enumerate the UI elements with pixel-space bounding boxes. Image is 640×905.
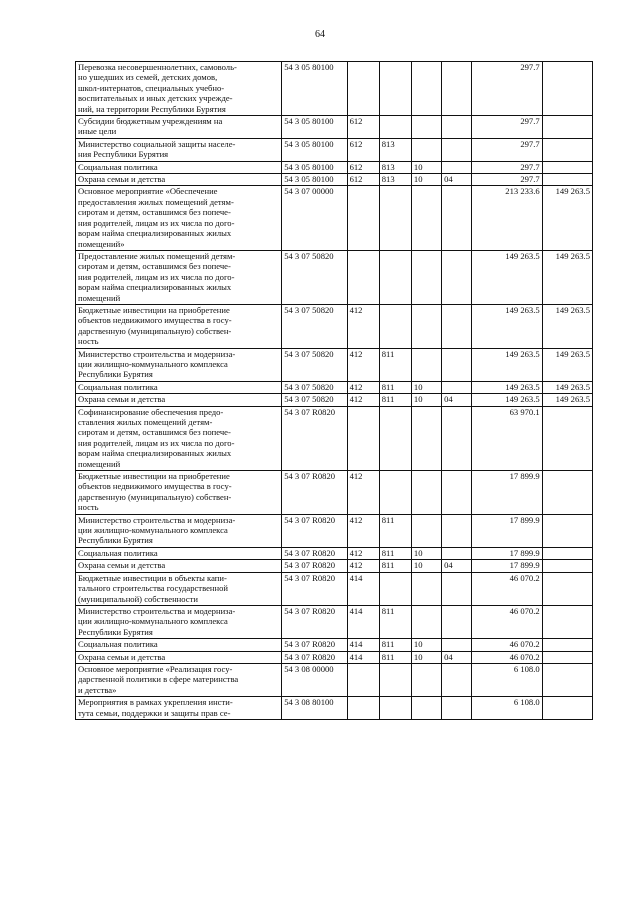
table-row (76, 186, 593, 250)
table-row (76, 514, 593, 547)
row-expense-type-cell: 412 (347, 381, 379, 393)
row-name-cell: Охрана семьи и детства (76, 651, 282, 663)
row-expense-type-cell: 414 (347, 605, 379, 638)
table-row (76, 250, 593, 304)
row-federal-amount-cell (542, 572, 592, 605)
row-federal-amount-cell (542, 605, 592, 638)
row-subsection-cell (442, 639, 472, 651)
row-section-cell (411, 663, 441, 696)
row-code-cell: 54 3 07 50820 (282, 394, 347, 406)
page-number: 64 (315, 29, 325, 40)
row-section-cell (411, 471, 441, 515)
budget-table-body (76, 62, 593, 720)
row-subsection-cell (442, 116, 472, 139)
row-amount-cell: 6 108.0 (472, 663, 542, 696)
table-row (76, 471, 593, 515)
table-row (76, 304, 593, 348)
row-federal-amount-cell (542, 547, 592, 559)
row-federal-amount-cell (542, 697, 592, 720)
row-name-cell: Перевозка несовершеннолетних, самоволь- но ушедших из семей, детских домов, школ-интернатов, специальных учебно- воспитательных и иных детских учрежде- ний, на территории Республики Бурятия (76, 62, 282, 116)
row-section-cell (411, 514, 441, 547)
row-ministry-code-cell: 811 (379, 514, 411, 547)
row-subsection-cell (442, 547, 472, 559)
row-section-cell (411, 116, 441, 139)
row-subsection-cell (442, 471, 472, 515)
row-ministry-code-cell: 811 (379, 348, 411, 381)
row-section-cell (411, 250, 441, 304)
row-code-cell: 54 3 07 R0820 (282, 605, 347, 638)
row-federal-amount-cell: 149 263.5 (542, 304, 592, 348)
row-name-cell: Социальная политика (76, 381, 282, 393)
row-ministry-code-cell: 811 (379, 560, 411, 572)
row-subsection-cell (442, 348, 472, 381)
row-section-cell: 10 (411, 174, 441, 186)
row-name-cell: Предоставление жилых помещений детям- сиротам и детям, оставшимся без попече- ния родителей, лицам из их числа по дого- ворам найма специализированных жилых помещений (76, 250, 282, 304)
row-section-cell: 10 (411, 394, 441, 406)
row-ministry-code-cell (379, 572, 411, 605)
row-section-cell (411, 348, 441, 381)
row-subsection-cell (442, 62, 472, 116)
row-subsection-cell (442, 406, 472, 470)
row-federal-amount-cell (542, 161, 592, 173)
row-expense-type-cell (347, 62, 379, 116)
row-subsection-cell: 04 (442, 394, 472, 406)
row-expense-type-cell: 412 (347, 471, 379, 515)
row-expense-type-cell: 412 (347, 348, 379, 381)
row-code-cell: 54 3 05 80100 (282, 62, 347, 116)
row-expense-type-cell (347, 186, 379, 250)
row-subsection-cell (442, 304, 472, 348)
row-ministry-code-cell: 813 (379, 174, 411, 186)
row-code-cell: 54 3 07 R0820 (282, 651, 347, 663)
row-code-cell: 54 3 08 80100 (282, 697, 347, 720)
row-code-cell: 54 3 07 R0820 (282, 406, 347, 470)
row-amount-cell: 46 070.2 (472, 639, 542, 651)
row-amount-cell: 297.7 (472, 174, 542, 186)
table-row (76, 651, 593, 663)
row-expense-type-cell: 412 (347, 547, 379, 559)
row-federal-amount-cell (542, 138, 592, 161)
row-ministry-code-cell (379, 697, 411, 720)
row-name-cell: Охрана семьи и детства (76, 174, 282, 186)
row-amount-cell: 46 070.2 (472, 572, 542, 605)
row-subsection-cell (442, 186, 472, 250)
row-name-cell: Охрана семьи и детства (76, 560, 282, 572)
row-federal-amount-cell (542, 62, 592, 116)
row-expense-type-cell: 414 (347, 639, 379, 651)
table-row (76, 161, 593, 173)
row-code-cell: 54 3 08 00000 (282, 663, 347, 696)
row-expense-type-cell: 414 (347, 651, 379, 663)
row-subsection-cell (442, 250, 472, 304)
row-ministry-code-cell (379, 62, 411, 116)
row-section-cell (411, 406, 441, 470)
row-federal-amount-cell (542, 639, 592, 651)
row-ministry-code-cell: 811 (379, 547, 411, 559)
row-federal-amount-cell (542, 174, 592, 186)
table-row (76, 697, 593, 720)
row-amount-cell: 297.7 (472, 138, 542, 161)
row-expense-type-cell: 612 (347, 161, 379, 173)
row-federal-amount-cell (542, 560, 592, 572)
row-ministry-code-cell (379, 663, 411, 696)
table-row (76, 62, 593, 116)
row-federal-amount-cell: 149 263.5 (542, 186, 592, 250)
row-expense-type-cell (347, 406, 379, 470)
row-code-cell: 54 3 07 R0820 (282, 560, 347, 572)
table-row (76, 605, 593, 638)
table-row (76, 639, 593, 651)
row-code-cell: 54 3 07 00000 (282, 186, 347, 250)
row-section-cell (411, 605, 441, 638)
row-subsection-cell (442, 161, 472, 173)
row-subsection-cell: 04 (442, 560, 472, 572)
row-ministry-code-cell (379, 304, 411, 348)
row-name-cell: Субсидии бюджетным учреждениям на иные цели (76, 116, 282, 139)
row-code-cell: 54 3 05 80100 (282, 138, 347, 161)
row-code-cell: 54 3 07 R0820 (282, 514, 347, 547)
row-expense-type-cell (347, 697, 379, 720)
row-ministry-code-cell: 811 (379, 639, 411, 651)
row-name-cell: Социальная политика (76, 547, 282, 559)
table-row (76, 406, 593, 470)
row-name-cell: Социальная политика (76, 161, 282, 173)
row-code-cell: 54 3 05 80100 (282, 161, 347, 173)
row-ministry-code-cell: 811 (379, 651, 411, 663)
row-amount-cell: 63 970.1 (472, 406, 542, 470)
table-row (76, 394, 593, 406)
row-section-cell: 10 (411, 639, 441, 651)
row-ministry-code-cell (379, 250, 411, 304)
row-federal-amount-cell: 149 263.5 (542, 348, 592, 381)
row-ministry-code-cell: 811 (379, 605, 411, 638)
row-amount-cell: 297.7 (472, 62, 542, 116)
row-name-cell: Мероприятия в рамках укрепления инсти- тута семьи, поддержки и защиты прав се- (76, 697, 282, 720)
row-federal-amount-cell (542, 116, 592, 139)
row-ministry-code-cell: 811 (379, 394, 411, 406)
table-row (76, 381, 593, 393)
row-federal-amount-cell: 149 263.5 (542, 250, 592, 304)
row-section-cell: 10 (411, 381, 441, 393)
row-amount-cell: 297.7 (472, 161, 542, 173)
row-code-cell: 54 3 05 80100 (282, 174, 347, 186)
row-name-cell: Основное мероприятие «Обеспечение предоставления жилых помещений детям- сиротам и детям, оставшимся без попече- ния родителей, лицам из их числа по дого- ворам найма специализированных жилых помещений» (76, 186, 282, 250)
row-name-cell: Охрана семьи и детства (76, 394, 282, 406)
row-subsection-cell (442, 381, 472, 393)
row-expense-type-cell: 412 (347, 514, 379, 547)
row-ministry-code-cell: 811 (379, 381, 411, 393)
row-section-cell (411, 186, 441, 250)
row-ministry-code-cell (379, 186, 411, 250)
row-name-cell: Министерство социальной защиты населе- ния Республики Бурятия (76, 138, 282, 161)
row-section-cell: 10 (411, 560, 441, 572)
row-expense-type-cell: 412 (347, 560, 379, 572)
row-expense-type-cell: 612 (347, 174, 379, 186)
row-subsection-cell (442, 697, 472, 720)
row-code-cell: 54 3 07 50820 (282, 250, 347, 304)
row-section-cell (411, 62, 441, 116)
row-ministry-code-cell: 813 (379, 161, 411, 173)
row-federal-amount-cell: 149 263.5 (542, 394, 592, 406)
row-federal-amount-cell (542, 514, 592, 547)
row-code-cell: 54 3 07 50820 (282, 348, 347, 381)
row-amount-cell: 17 899.9 (472, 471, 542, 515)
row-section-cell: 10 (411, 161, 441, 173)
row-amount-cell: 17 899.9 (472, 547, 542, 559)
row-subsection-cell (442, 138, 472, 161)
row-section-cell (411, 304, 441, 348)
row-federal-amount-cell (542, 406, 592, 470)
row-ministry-code-cell (379, 406, 411, 470)
row-expense-type-cell: 412 (347, 394, 379, 406)
row-expense-type-cell: 414 (347, 572, 379, 605)
row-code-cell: 54 3 07 R0820 (282, 639, 347, 651)
row-federal-amount-cell (542, 651, 592, 663)
row-expense-type-cell (347, 663, 379, 696)
table-row (76, 348, 593, 381)
table-row (76, 116, 593, 139)
row-amount-cell: 149 263.5 (472, 348, 542, 381)
row-subsection-cell: 04 (442, 651, 472, 663)
row-amount-cell: 17 899.9 (472, 514, 542, 547)
row-federal-amount-cell (542, 471, 592, 515)
row-amount-cell: 46 070.2 (472, 605, 542, 638)
row-amount-cell: 149 263.5 (472, 381, 542, 393)
table-row (76, 138, 593, 161)
row-name-cell: Бюджетные инвестиции на приобретение объектов недвижимого имущества в госу- дарственную (муниципальную) собствен- ность (76, 304, 282, 348)
row-amount-cell: 46 070.2 (472, 651, 542, 663)
row-section-cell (411, 572, 441, 605)
row-name-cell: Основное мероприятие «Реализация госу- дарственной политики в сфере материнства и детства» (76, 663, 282, 696)
row-expense-type-cell (347, 250, 379, 304)
row-section-cell: 10 (411, 547, 441, 559)
row-name-cell: Бюджетные инвестиции в объекты капи- тального строительства государственной (муниципальной) собственности (76, 572, 282, 605)
row-amount-cell: 149 263.5 (472, 250, 542, 304)
budget-table (75, 61, 593, 720)
row-section-cell (411, 138, 441, 161)
row-subsection-cell (442, 663, 472, 696)
row-subsection-cell (442, 605, 472, 638)
row-code-cell: 54 3 07 R0820 (282, 572, 347, 605)
row-name-cell: Министерство строительства и модерниза- ции жилищно-коммунального комплекса Республики Бурятия (76, 348, 282, 381)
row-name-cell: Социальная политика (76, 639, 282, 651)
row-amount-cell: 6 108.0 (472, 697, 542, 720)
row-name-cell: Бюджетные инвестиции на приобретение объектов недвижимого имущества в госу- дарственную (муниципальную) собствен- ность (76, 471, 282, 515)
row-name-cell: Министерство строительства и модерниза- ции жилищно-коммунального комплекса Республики Бурятия (76, 605, 282, 638)
row-section-cell (411, 697, 441, 720)
row-code-cell: 54 3 07 R0820 (282, 471, 347, 515)
row-amount-cell: 17 899.9 (472, 560, 542, 572)
row-code-cell: 54 3 05 80100 (282, 116, 347, 139)
row-ministry-code-cell (379, 471, 411, 515)
row-subsection-cell (442, 572, 472, 605)
row-code-cell: 54 3 07 R0820 (282, 547, 347, 559)
row-federal-amount-cell: 149 263.5 (542, 381, 592, 393)
table-row (76, 547, 593, 559)
table-row (76, 572, 593, 605)
row-code-cell: 54 3 07 50820 (282, 304, 347, 348)
row-amount-cell: 149 263.5 (472, 394, 542, 406)
row-name-cell: Министерство строительства и модерниза- ции жилищно-коммунального комплекса Республики Бурятия (76, 514, 282, 547)
row-name-cell: Софинансирование обеспечения предо- ставления жилых помещений детям- сиротам и детям, оставшимся без попече- ния родителей, лицам из их числа по дого- ворам найма специализированных жилых помещений (76, 406, 282, 470)
row-code-cell: 54 3 07 50820 (282, 381, 347, 393)
row-federal-amount-cell (542, 663, 592, 696)
row-expense-type-cell: 612 (347, 116, 379, 139)
row-expense-type-cell: 612 (347, 138, 379, 161)
row-amount-cell: 149 263.5 (472, 304, 542, 348)
row-subsection-cell (442, 514, 472, 547)
table-row (76, 174, 593, 186)
row-amount-cell: 297.7 (472, 116, 542, 139)
row-section-cell: 10 (411, 651, 441, 663)
row-amount-cell: 213 233.6 (472, 186, 542, 250)
table-row (76, 663, 593, 696)
table-row (76, 560, 593, 572)
row-subsection-cell: 04 (442, 174, 472, 186)
row-ministry-code-cell: 813 (379, 138, 411, 161)
row-expense-type-cell: 412 (347, 304, 379, 348)
row-ministry-code-cell (379, 116, 411, 139)
